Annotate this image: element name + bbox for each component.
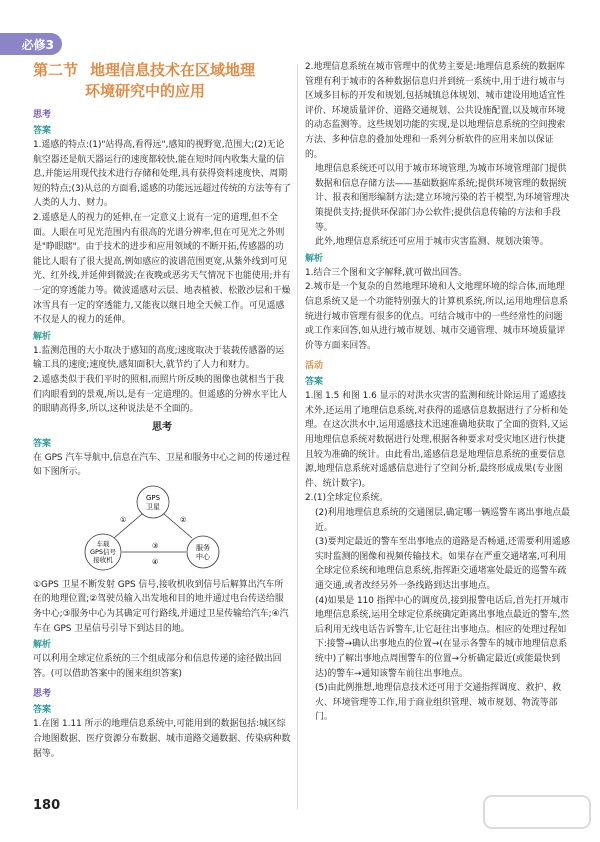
answer-paragraph: (5)由此例推想,地理信息技术还可用于交通指挥调度、救护、救火、环境管理等工作,用于商业组织管理、城市规划、物流等部门。 [315, 683, 562, 723]
service-center-node [187, 536, 219, 568]
gps-flow-diagram [78, 484, 228, 574]
section-number: 第二节 [33, 61, 79, 79]
analysis-paragraph: 2.遥感类似于我们平时的照相,而照片所反映的图像也就相当于我们肉眼看到的景观,所以,是有一定道理的。但遥感的分辨水平比人的眼睛高得多,所以,这种说法是不全面的。 [33, 374, 288, 415]
left-column [33, 60, 291, 761]
think-label: 思考 [33, 110, 52, 120]
diagram-label: 车载 [96, 539, 110, 548]
answer-paragraph: ①GPS 卫星不断发射 GPS 信号,接收机收到信号后解算出汽车所在的地理位置;②驾驶员输入出发地和目的地并通过电台传送给服务中心;③服务中心为其确定可行路线,并通过卫星传输给汽车;④汽车在 GPS 卫星信号引导下到达目的地。 [33, 579, 289, 634]
module-tab-label: 必修3 [21, 37, 54, 52]
step-number: ① [120, 515, 127, 524]
title-line-1: 地理信息技术在区域地理 [90, 61, 256, 79]
diagram-label: 卫星 [146, 502, 160, 511]
diagram-label: 中心 [196, 552, 210, 561]
step-number: ④ [152, 557, 159, 566]
answer-paragraph: 在 GPS 汽车导航中,信息在汽车、卫星和服务中心之间的传递过程如下图所示。 [33, 452, 291, 478]
analysis-label: 解析 [305, 253, 324, 264]
step-number: ② [180, 515, 187, 524]
answer-paragraph: 1.在图 1.11 所示的地理信息系统中,可能用到的数据包括:城区综合地图数据、医疗资源分布数据、城市道路交通数据、传染病种数据等。 [33, 719, 291, 759]
answer-paragraph: 1.图 1.5 和图 1.6 显示的对洪水灾害的监测和统计除运用了遥感技术外,还运用了地理信息系统,对获得的遥感信息数据进行了分析和处理。在这次洪水中,运用遥感技术迅速准确地获取了全面的资料,又运用地理信息系统对数据进行处理,根据各种要求对受灾地区进行快捷且较为准确的统计。由此看出,遥感信息是地理信息系统的重要信息源,地理信息系统对遥感信息进行了空间分析,最终形成成果(专业图件、统计数字)。 [305, 391, 569, 489]
analysis-paragraph: 2.城市是一个复杂的自然地理环境和人文地理环境的综合体,而地理信息系统又是一个功能特别强大的计算机系统,所以,运用地理信息系统进行城市管理有很多的优点。可结合城市中的一些经常性的问题或工作来回答,如从进行城市规划、城市交通管理、城市环境质量评价等方面来回答。 [305, 282, 569, 351]
answer-paragraph: (4)如果是 110 指挥中心的调度员,接到报警电话后,首先打开城市地理信息系统,运用全球定位系统确定距离出事地点最近的警车,然后利用无线电话告诉警车,让它赶往出事地点。相应的处理过程如下:接警→确认出事地点的位置→(在显示各警车的城市地理信息系统中)了解出事地点周围警车的位置→分析确定最近(或能最快到达)的警车→通知该警车前往出事地点。 [315, 595, 570, 679]
analysis-label: 解析 [33, 640, 52, 651]
diagram-label: GPS信号 [89, 547, 117, 556]
answer-paragraph: (2)利用地理信息系统的交通图层,确定哪一辆巡警车离出事地点最近。 [315, 508, 571, 533]
right-column [305, 60, 571, 725]
answer-paragraph: 此外,地理信息系统还可应用于城市灾害监测、规划决策等。 [315, 237, 549, 248]
answer-paragraph: (3)要判定最近的警车至出事地点的道路是否畅通,还需要利用遥感实时监测的图像和视频传输技术。如果存在严重交通堵塞,可利用全球定位系统和地理信息系统,指挥距交通堵塞处最近的巡警车疏通交通,或者改经另外一条线路到达出事地点。 [315, 537, 571, 591]
answer-paragraph: 2.地理信息系统在城市管理中的优势主要是:地理信息系统的数据库管理有利于城市的各种数据信息归并到统一系统中,用于进行城市与区域多目标的开发和规划,包括城镇总体规划、城市建设用地适宜性评价、环境质量评价、道路交通规划、公共设施配置,以及城市环境的动态监测等。这些规划功能的实现,是以地理信息系统的空间搜索方法、多种信息的叠加处理和一系列分析软件的应用来加以保证的。 [305, 62, 566, 160]
column-divider [297, 64, 298, 809]
arrow-line [114, 514, 142, 538]
section-title [33, 60, 291, 102]
think-label: 思考 [33, 689, 52, 700]
answer-label: 答案 [305, 377, 324, 388]
diagram-label: 服务 [196, 543, 210, 552]
answer-label: 答案 [33, 438, 52, 449]
diagram-label: 接收机 [93, 555, 113, 564]
think-heading: 思考 [152, 421, 172, 433]
gps-satellite-node [137, 486, 169, 518]
diagram-label: GPS [145, 493, 161, 502]
step-number: ③ [152, 541, 159, 550]
module-tab [0, 33, 62, 55]
answer-paragraph: 2.(1)全球定位系统。 [305, 493, 389, 504]
answer-paragraph: 1.遥感的特点:(1)"站得高,看得远",感知的视野宽,范围大;(2)无论航空器还是航天器运行的速度都较快,能在短时间内收集大量的信息,并能运用现代技术进行存储和处理,具有获得资料速度快、周期短的特点;(3)从总的方面看,遥感的功能远远超过传统的方法等有了人类的人力、财力。 [33, 140, 292, 209]
answer-label: 答案 [33, 705, 52, 716]
answer-paragraph: 2.遥感是人的视力的延伸,在一定意义上说有一定的道理,但不全面。人眼在可见光范围内有很高的光谱分辨率,但在可见光之外则是"睁眼瞎"。由于技术的进步和应用领域的不断开拓,传感器的功能比人眼有了很大提高,例如感应的波谱范围更宽,从紫外线到可见光、红外线,并延伸到微波;在夜晚或恶劣天气情况下也能使用;并有一定的穿透能力等。微波遥感对云层、地表植被、松散沙层和干燥冰雪具有一定的穿透能力,又能夜以继日地全天候工作。可见遥感不仅是人的视力的延伸。 [33, 212, 291, 326]
analysis-paragraph: 可以利用全球定位系统的三个组成部分和信息传递的途径做出回答。(可以借助答案中的图来组织答案) [33, 654, 282, 679]
arrow-line [164, 514, 192, 538]
analysis-paragraph: 1.监测范围的大小取决于感知的高度;速度取决于装载传感器的运输工具的速度;速度快,感知面积大,就节约了人力和财力。 [33, 345, 285, 371]
watermark-logo [482, 792, 592, 832]
page-number: 180 [33, 798, 61, 813]
answer-label: 答案 [33, 126, 52, 136]
title-line-2: 环境研究中的应用 [85, 82, 206, 100]
answer-paragraph: 地理信息系统还可以用于城市环境管理,为城市环境管理部门提供数据和信息存储方法——基础数据库系统;提供环境管理的数据统计、报表和图形编制方法;建立环境污染的若干模型,为环境管理决策提供支持;提供环保部门办公软件;提供信息传输的方法和手段等。 [315, 164, 570, 233]
analysis-paragraph: 1.结合三个图和文字解释,就可做出回答。 [305, 267, 468, 278]
activity-label: 活动 [305, 361, 324, 372]
analysis-label: 解析 [33, 331, 52, 342]
